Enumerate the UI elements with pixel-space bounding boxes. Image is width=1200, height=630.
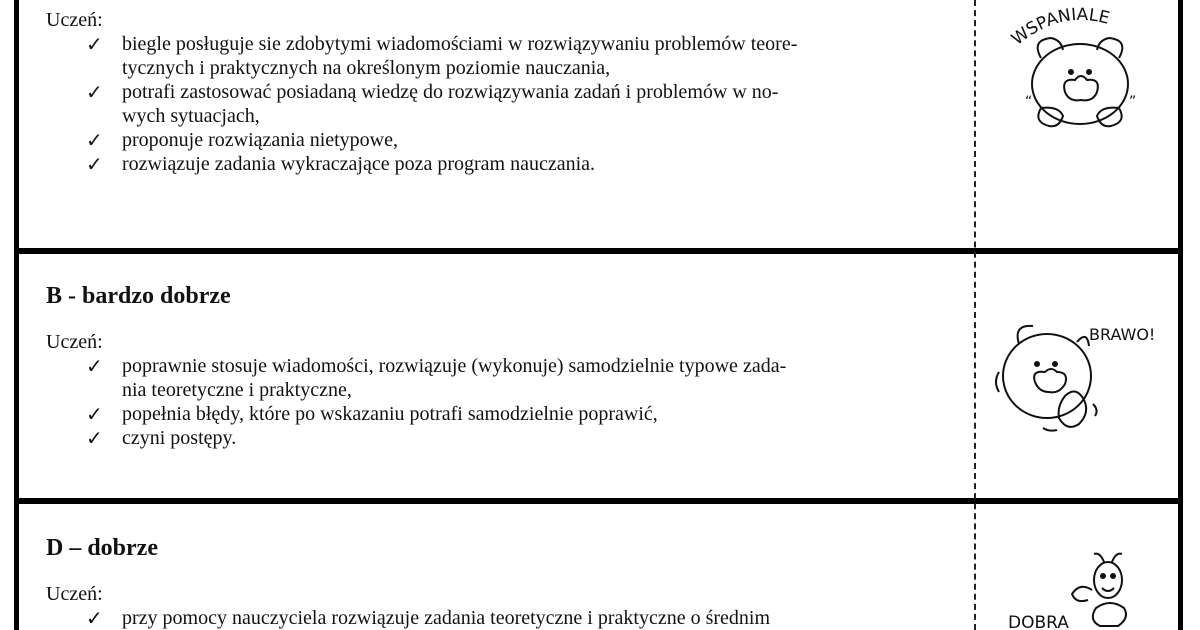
bee-sticker-dobra: [1000, 550, 1160, 630]
list-item: [46, 378, 954, 402]
frame-left-border: [14, 0, 19, 630]
list-item: [46, 152, 954, 176]
check-icon: ✓: [86, 426, 103, 450]
list-item: [46, 32, 954, 56]
bear-sticker-brawo: [985, 312, 1155, 442]
section-heading: B - bardzo dobrze: [46, 283, 231, 309]
frame-right-border: [1178, 0, 1183, 630]
check-icon: ✓: [86, 32, 103, 56]
section-heading: D – dobrze: [46, 535, 158, 561]
section-lead: Uczeń:: [46, 583, 103, 605]
item-text: proponuje rozwiązania nietypowe,: [122, 129, 399, 151]
criteria-list: [46, 32, 966, 176]
check-icon: ✓: [86, 152, 103, 176]
list-item: [46, 128, 954, 152]
criteria-list: [46, 606, 966, 630]
sticker-label: DOBRA: [1008, 613, 1069, 630]
sticker-label: WSPANIALE: [1007, 6, 1112, 50]
svg-text:”: ”: [1129, 94, 1137, 110]
section-very-good: [46, 282, 966, 450]
item-text: biegle posługuje sie zdobytymi wiadomościami w rozwiązywaniu problemów teore-: [122, 33, 798, 55]
list-item: [46, 80, 954, 104]
check-icon: ✓: [86, 402, 103, 426]
section-separator: [14, 498, 1183, 504]
check-icon: ✓: [86, 606, 103, 630]
item-text: popełnia błędy, które po wskazaniu potrafi samodzielnie poprawić,: [122, 403, 658, 425]
item-text: rozwiązuje zadania wykraczające poza program nauczania.: [122, 153, 596, 175]
section-excellent: [46, 8, 966, 176]
list-item: [46, 606, 954, 630]
item-text: przy pomocy nauczyciela rozwiązuje zadania teoretyczne i praktyczne o średnim: [122, 607, 771, 629]
section-good: [46, 534, 966, 630]
section-separator: [14, 248, 1183, 254]
item-text: nia teoretyczne i praktyczne,: [122, 379, 352, 401]
item-text: wych sytuacjach,: [122, 105, 260, 127]
item-text: potrafi zastosować posiadaną wiedzę do rozwiązywania zadań i problemów w no-: [122, 81, 779, 103]
check-icon: ✓: [86, 354, 103, 378]
list-item: [46, 402, 954, 426]
section-lead: Uczeń:: [46, 9, 103, 31]
list-item: [46, 56, 954, 80]
dashed-divider: [974, 0, 976, 630]
list-item: [46, 354, 954, 378]
bear-sticker-wspaniale: [1005, 6, 1155, 136]
list-item: [46, 104, 954, 128]
item-text: poprawnie stosuje wiadomości, rozwiązuje (wykonuje) samodzielnie typowe zada-: [122, 355, 787, 377]
check-icon: ✓: [86, 128, 103, 152]
sticker-label: BRAWO!: [1089, 325, 1155, 344]
svg-text:“: “: [1025, 94, 1033, 110]
item-text: czyni postępy.: [122, 427, 237, 449]
item-text: tycznych i praktycznych na określonym poziomie nauczania,: [122, 57, 611, 79]
section-lead: Uczeń:: [46, 331, 103, 353]
list-item: [46, 426, 954, 450]
criteria-list: [46, 354, 966, 450]
check-icon: ✓: [86, 80, 103, 104]
